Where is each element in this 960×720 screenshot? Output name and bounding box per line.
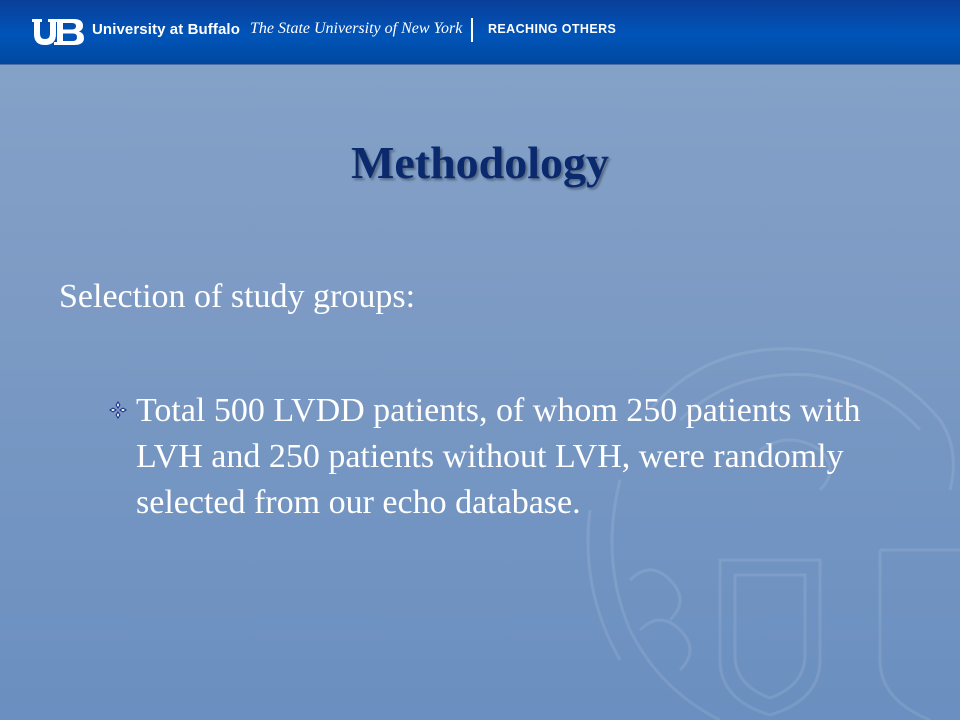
subheading: Selection of study groups: — [59, 278, 416, 315]
bullet-text: Total 500 LVDD patients, of whom 250 patients with LVH and 250 patients without LVH, were randomly selected from our echo database. — [136, 392, 861, 521]
slide-title: Methodology — [350, 137, 610, 188]
university-name: University at Buffalo — [92, 21, 240, 38]
system-name: The State University of New York — [250, 20, 463, 37]
tagline: REACHING OTHERS — [488, 22, 617, 36]
ub-logo-icon — [30, 16, 86, 46]
header-bar — [0, 0, 960, 65]
header-divider — [471, 18, 473, 42]
diamond-bullet-icon — [108, 400, 128, 420]
